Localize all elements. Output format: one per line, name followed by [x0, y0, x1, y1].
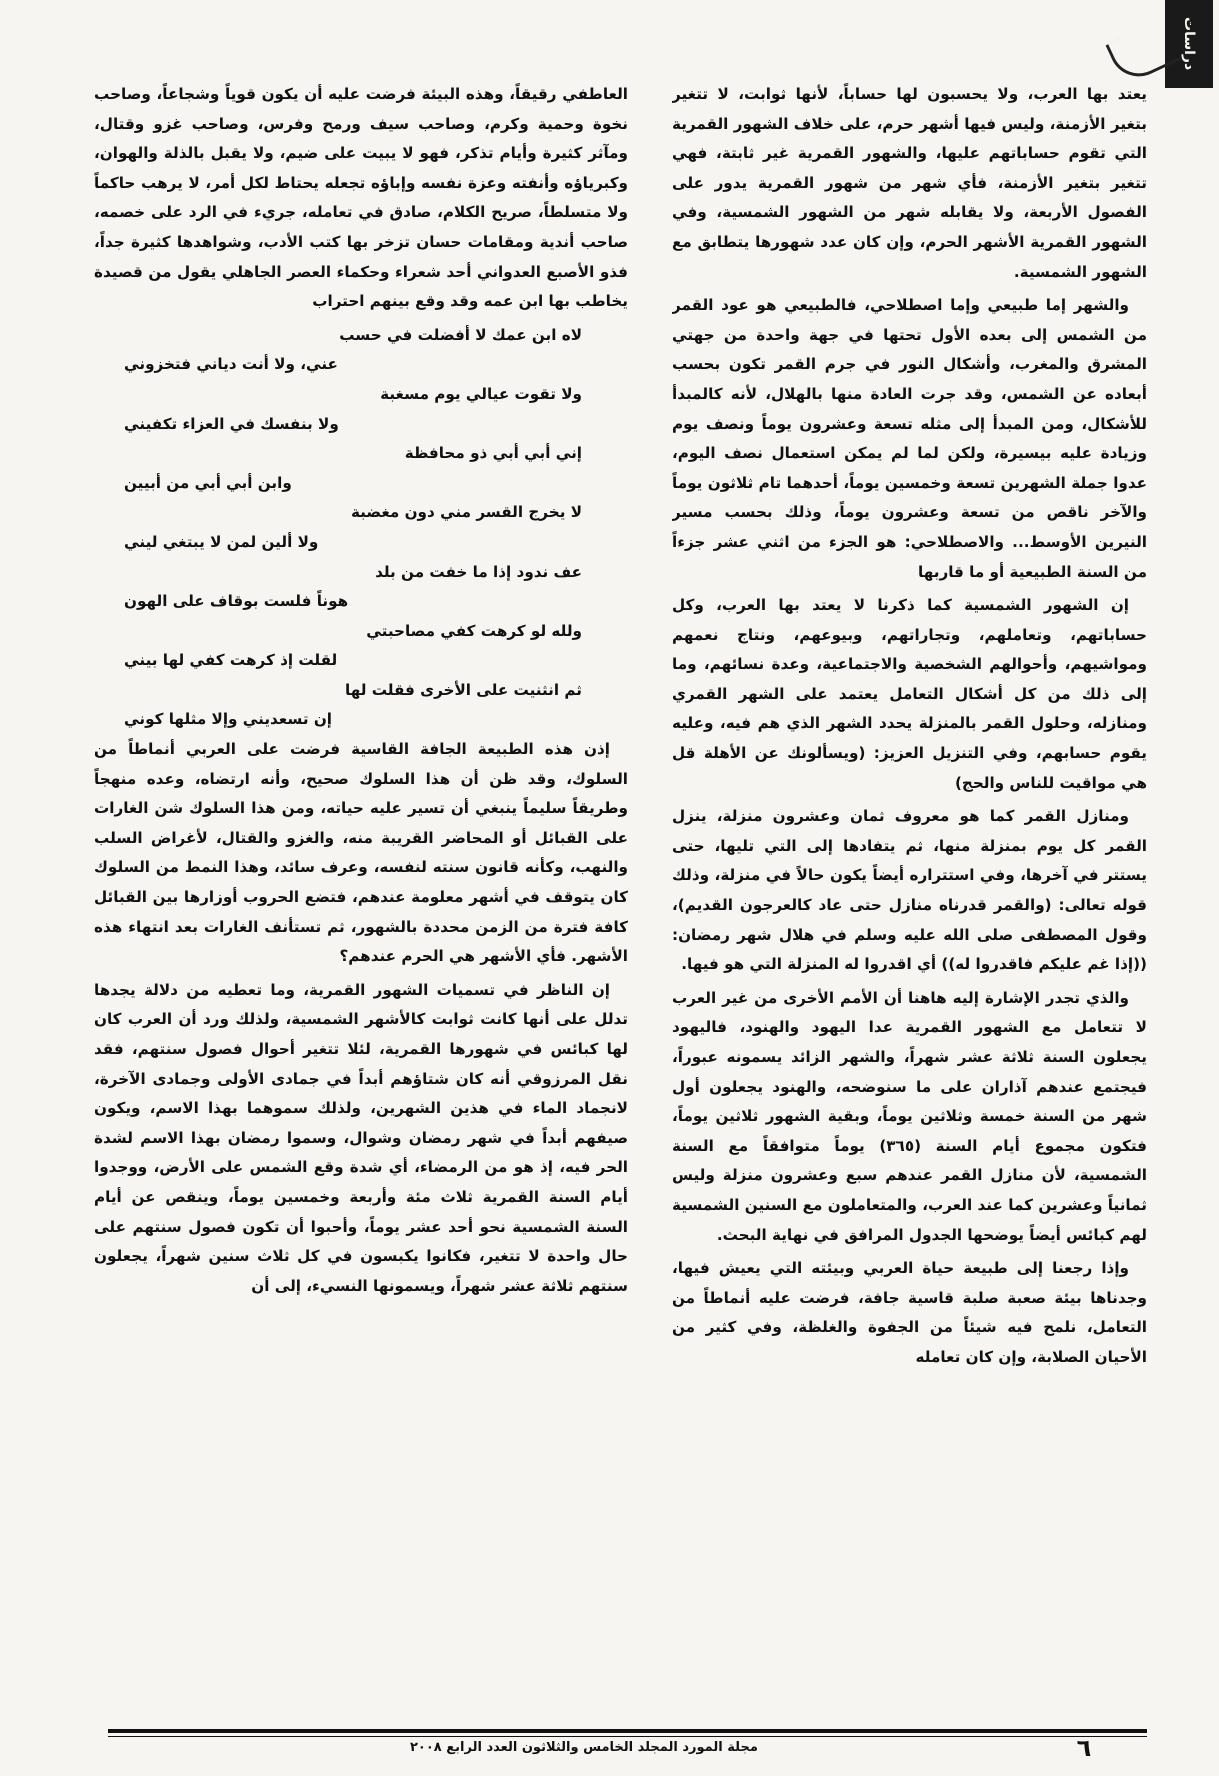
verse-second-half: إن تسعديني وإلا مثلها كوني — [124, 710, 332, 729]
verse-first-half: لاه ابن عمك لا أفضلت في حسب — [339, 325, 582, 344]
paragraph: إن الشهور الشمسية كما ذكرنا لا يعتد بها العرب، وكل حساباتهم، وتعاملهم، وتجاراتهم، وبيوعهم، ونتاج نعمهم ومواشيهم، وأحوالهم الشخصية والاجتماعية، وعدة نسائهم، وما إلى ذلك من كل أشكال التعامل يعتمد على الشهر القمري ومنازله، وحلول القمر بالمنزلة يحدد الشهر الذي هم فيه، وعليه يقوم حسابهم، وفي التنزيل العزيز: (ويسألونك عن الأهلة قل هي مواقيت للناس والحج) — [672, 596, 1147, 792]
paragraph: العاطفي رقيقاً، وهذه البيئة فرضت عليه أن يكون قوياً وشجاعاً، وصاحب نخوة وحمية وكرم، وصاحب سيف ورمح وفرس، وصاحب غزو وقتال، ومآثر كثيرة وأيام تذكر، فهو لا يبيت على ضيم، ولا يقبل بالذلة والهوان، وكبرياؤه وأنفته وعزة نفسه وإباؤه تجعله يحتاط لكل أمر، لا يرهب حاكماً ولا متسلطاً، صريح الكلام، صادق في تعامله، جريء في الرد على خصمه، صاحب أندية ومقامات حسان تزخر بها كتب الأدب، وشواهدها كثيرة جداً، فذو الأصبع العدواني أحد شعراء وحكماء العصر الجاهلي يقول من قصيدة يخاطب بها ابن عمه وقد وقع بينهم احتراب — [94, 85, 628, 311]
paragraph: إذن هذه الطبيعة الجافة القاسية فرضت على العربي أنماطاً من السلوك، وقد ظن أن هذا السلوك صحيح، وأنه ارتضاه، وعده منهجاً وطريقاً سليماً ينبغي أن تسير عليه حياته، ومن هذا السلوك شن الغارات على القبائل أو المحاضر القريبة منه، والغزو والقتال، لأغراض السلب والنهب، وكأنه قانون سنته لنفسه، وعرف سائد، وهذا النمط من السلوك كان يتوقف في أشهر معلومة عندهم، فتضع الحروب أوزارها بين القبائل كافة فترة من الزمن محددة بالشهور، ثم تستأنف الغارات بعد انتهاء هذه الأشهر. فأي الأشهر هي الحرم عندهم؟ — [94, 740, 628, 966]
paragraph: إن الناظر في تسميات الشهور القمرية، وما تعطيه من دلالة يجدها تدلل على أنها كانت ثوابت كالأشهر الشمسية، ولذلك ورد أن العرب كان لها كبائس في شهورها القمرية، لئلا تتغير أحوال فصول سنتهم، فقد نقل المرزوقي أنه كان شتاؤهم أبداً في جمادى الأولى وجمادى الآخرة، لانجماد الماء في هذين الشهرين، ولذلك سموهما بهذا الاسم، ويكون صيفهم أبداً في شهر رمضان وشوال، وسموا رمضان بهذا الاسم لشدة الحر فيه، إذ هو من الرمضاء، أي شدة وقع الشمس على الأرض، ووجدوا أيام السنة القمرية ثلاث مئة وأربعة وخمسين يوماً، وينقص عن أيام السنة الشمسية نحو أحد عشر يوماً، وأحبوا أن تكون فصول سنتهم على حال واحدة لا تتغير، فكانوا يكبسون في كل ثلاث سنين شهراً، يجعلون سنتهم ثلاثة عشر شهراً، ويسمونها النسيء، إلى أن — [94, 980, 628, 1295]
section-logo-text: دراسات — [1181, 17, 1197, 71]
left-column — [94, 80, 628, 1710]
right-column — [672, 80, 1147, 1710]
verse-first-half: ولا تقوت عيالي يوم مسغبة — [380, 384, 582, 403]
paragraph: وإذا رجعنا إلى طبيعة حياة العربي وبيئته التي يعيش فيها، وجدناها بيئة صعبة صلبة قاسية جافة، فرضت عليه أنماطاً من التعامل، نلمح فيه شيئاً من الجفوة والغلظة، وفي كثير من الأحيان الصلابة، وإن كان تعامله — [672, 1259, 1147, 1366]
journal-footer: مجلة المورد المجلد الخامس والثلاثون العدد الرابع ٢٠٠٨ — [410, 1740, 758, 1755]
paragraph: يعتد بها العرب، ولا يحسبون لها حساباً، لأنها ثوابت، لا تتغير بتغير الأزمنة، وليس فيها أشهر حرم، على خلاف الشهور القمرية التي تقوم حساباتهم عليها، والشهور القمرية غير ثابتة، فهي تتغير بتغير الأزمنة، فأي شهر من شهور القمرية يدور على الفصول الأربعة، ولا يقابله شهر من الشهور الشمسية، وفي الشهور القمرية الأشهر الحرم، وإن كان عدد شهورها يتطابق مع الشهور الشمسية. — [672, 85, 1147, 281]
verse-second-half: لقلت إذ كرهت كفي لها بيني — [124, 651, 338, 670]
footer-rule-thin — [108, 1736, 1147, 1737]
verse-second-half: عني، ولا أنت دياني فتخزوني — [124, 355, 338, 374]
paragraph: والذي تجدر الإشارة إليه هاهنا أن الأمم الأخرى من غير العرب لا تتعامل مع الشهور القمرية عدا اليهود والهنود، فاليهود يجعلون السنة ثلاثة عشر شهراً، والشهر الزائد يسمونه عبوراً، فيجتمع عندهم آذاران على ما سنوضحه، والهنود يجعلون أول شهر من السنة خمسة وثلاثين يوماً، وبقية الشهور ثلاثين يوماً، فتكون مجموع أيام السنة (٣٦٥) يوماً متوافقاً مع السنة الشمسية، لأن منازل القمر عندهم سبع وعشرون منزلة وليس ثمانياً وعشرين كما عند العرب، والمتعاملون مع السنين الشمسية لهم كبائس أيضاً يوضحها الجدول المرافق في نهاية البحث. — [672, 988, 1147, 1244]
footer-rule — [108, 1729, 1147, 1733]
poem — [94, 321, 628, 735]
verse-second-half: هوناً فلست بوقاف على الهون — [124, 592, 349, 611]
verse-first-half: لا يخرج القسر مني دون مغضبة — [350, 503, 582, 522]
paragraph: ومنازل القمر كما هو معروف ثمان وعشرون منزلة، ينزل القمر كل يوم بمنزلة منها، ثم يتفادها إلى التي تليها، حتى يستتر في آخرها، وفي استتراره أيضاً يكون حالاً في منزلة، وذلك قوله تعالى: (والقمر قدرناه منازل حتى عاد كالعرجون القديم)، وقول المصطفى صلى الله عليه وسلم في هلال شهر رمضان: ((إذا غم عليكم فاقدروا له)) أي اقدروا له المنزلة التي هو فيها. — [672, 807, 1147, 974]
verse-first-half: إني أبي أبي ذو محافظة — [404, 444, 582, 463]
page-number: ٦ — [1076, 1734, 1092, 1762]
verse-second-half: وابن أبي أبي من أبيين — [124, 473, 292, 492]
verse-second-half: ولا بنفسك في العزاء تكفيني — [124, 414, 339, 433]
verse-first-half: ثم انثنيت على الأخرى فقلت لها — [345, 680, 582, 699]
verse-second-half: ولا ألين لمن لا يبتغي ليني — [124, 532, 319, 551]
verse-first-half: عف ندود إذا ما خفت من بلد — [375, 562, 582, 581]
paragraph: والشهر إما طبيعي وإما اصطلاحي، فالطبيعي هو عود القمر من الشمس إلى بعده الأول تحتها في جهة واحدة من جهتي المشرق والمغرب، وأشكال النور في جرم القمر تكون بحسب أبعاده عن الشمس، وقد جرت العادة منها بالهلال، لأنه كالمبدأ للأشكال، ومن المبدأ إلى مثله تسعة وعشرون يوماً ونصف يوم وزيادة عليه بيسيرة، ولكن لما لم يمكن استعمال نصف اليوم، عدوا جملة الشهرين تسعة وخمسين يوماً، أحدهما تام ثلاثون يوماً والآخر ناقص من تسعة وعشرون يوماً، وذلك بحسب مسير النيرين الأوسط... والاصطلاحي: هو الجزء من اثني عشر جزءاً من السنة الطبيعية أو ما قاربها — [672, 296, 1147, 581]
verse-first-half: ولله لو كرهت كفي مصاحبتي — [366, 621, 582, 640]
